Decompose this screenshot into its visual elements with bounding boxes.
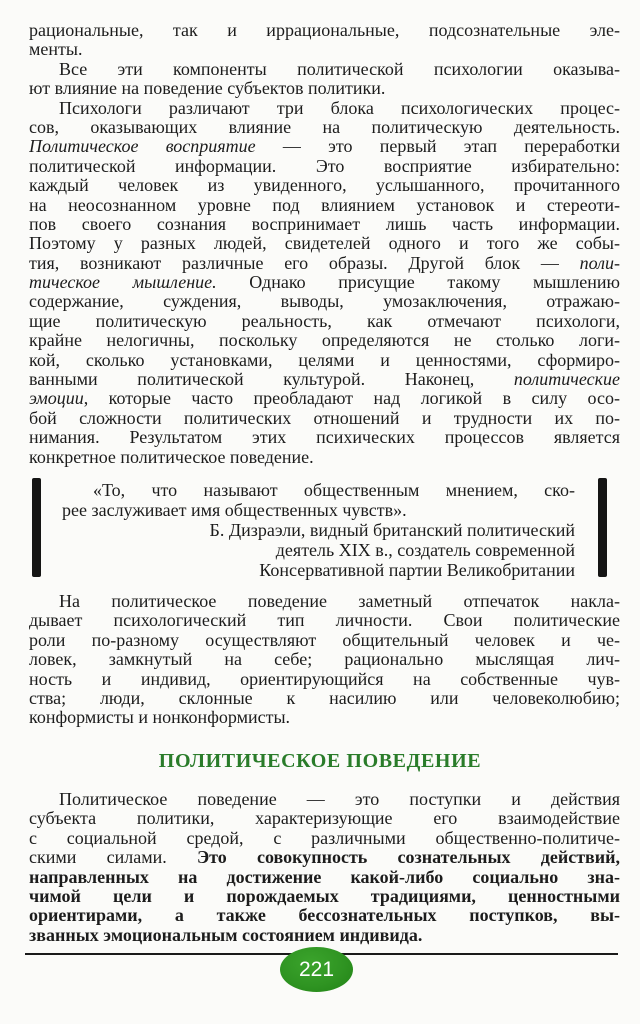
para-three-blocks: [29, 99, 620, 467]
text-line: [29, 331, 620, 350]
text-run: ловек, замкнутый на себе; рационально мыслящая лич-: [29, 650, 620, 670]
text-run: Политическое поведение — это поступки и действия: [59, 790, 620, 809]
bold-definition: Это совокупность сознательных действий,: [196, 848, 620, 868]
text-run: на неосознанном уровне под влиянием установок и стереоти-: [29, 195, 620, 215]
quote-left-bar: [32, 478, 41, 577]
text-line: [29, 312, 620, 331]
text-line: [29, 157, 620, 176]
text-run: конформисты и нонконформисты.: [29, 708, 291, 728]
text-line: [29, 409, 620, 428]
quote-block: [0, 478, 640, 578]
text-run: ют влияние на поведение субъектов политики.: [29, 79, 386, 99]
text-run: скими силами.: [29, 848, 197, 868]
text-run: крайне нелогичны, поскольку определяются не столько логи-: [29, 331, 620, 351]
text-run: сов, оказывающих влияние на политическую деятельность.: [29, 117, 620, 137]
text-line: [29, 448, 620, 467]
text-line: [29, 351, 620, 370]
text-line: [29, 234, 620, 253]
text-line: [29, 40, 620, 59]
text-line: [29, 176, 620, 195]
text-line: [29, 428, 620, 447]
text-run: Однако присущие такому мышлению: [216, 273, 620, 293]
text-run: Б. Дизраэли, видный британский политический: [209, 520, 575, 540]
text-line: [29, 99, 620, 118]
text-run: менты.: [29, 40, 83, 60]
page-number-badge: [280, 947, 353, 992]
text-run: бой сложности политических отношений и трудности их по-: [29, 408, 620, 428]
text-line: [29, 829, 620, 848]
text-run: — это первый этап переработки: [255, 137, 620, 157]
bold-definition: ориентирами, а также бессознательных поступков, вы-: [29, 906, 620, 926]
text-line: [29, 215, 620, 234]
text-run: тия, возникают различные его образы. Другой блок —: [29, 253, 580, 273]
text-run: дывает психологический тип личности. Свои политические: [29, 611, 620, 631]
text-line: [29, 21, 620, 40]
italic-term: политические: [513, 370, 620, 390]
text-run: рее заслуживает имя общественных чувств».: [62, 500, 407, 520]
para-continuation: [29, 21, 620, 60]
text-run: содержание, суждения, выводы, умозаключения, отражаю-: [29, 292, 620, 312]
italic-term: Политическое восприятие: [29, 137, 256, 157]
italic-term: эмоции: [29, 389, 84, 409]
text-run: ность и индивид, ориентирующийся на собственные чув-: [29, 669, 620, 689]
text-run: роли по-разному осуществляют общительный человек и че-: [29, 630, 620, 650]
text-run: Консервативной партии Великобритании: [259, 560, 575, 580]
text-line: [29, 868, 620, 887]
text-run: рациональные, так и иррациональные, подсознательные эле-: [29, 21, 620, 40]
text-run: пов своего сознания воспринимает лишь часть информации.: [29, 214, 620, 234]
text-line: [29, 611, 620, 630]
text-line: [29, 292, 620, 311]
text-line: [29, 592, 620, 611]
page-number: 221: [298, 958, 335, 981]
text-line: [62, 521, 575, 541]
text-line: [29, 273, 620, 292]
text-line: [29, 809, 620, 828]
text-line: [29, 926, 620, 945]
text-run: нимания. Результатом этих психических процессов является: [29, 428, 620, 448]
text-run: щие политическую реальность, как отмечают психологи,: [29, 311, 620, 331]
text-run: с социальной средой, с различными общественно-политиче-: [29, 828, 620, 848]
text-line: [29, 670, 620, 689]
section-heading: ПОЛИТИЧЕСКОЕ ПОВЕДЕНИЕ: [158, 750, 482, 772]
text-line: [62, 481, 575, 501]
bold-definition: чимой цели и порождаемых традициями, ценностными: [29, 886, 620, 906]
text-run: , которые часто преобладают над логикой в силу осо-: [83, 389, 620, 409]
text-line: [29, 118, 620, 137]
paragraph-personality: [29, 592, 620, 728]
text-line: [29, 906, 620, 925]
text-run: деятель XIX в., создатель современной: [275, 540, 575, 560]
text-run: ванными политической культурой. Наконец,: [29, 370, 514, 390]
text-line: [29, 887, 620, 906]
text-run: На политическое поведение заметный отпечаток накла-: [59, 592, 620, 611]
text-line: [29, 60, 620, 79]
text-run: конкретное политическое поведение.: [29, 447, 314, 467]
italic-term: поли-: [579, 253, 620, 273]
text-run: субъекта политики, характеризующие его взаимодействие: [29, 809, 620, 829]
text-line: [29, 848, 620, 867]
text-line: [29, 389, 620, 408]
text-line: [29, 631, 620, 650]
para-components: [29, 60, 620, 99]
text-line: [62, 541, 575, 561]
text-column-top: [29, 21, 620, 467]
text-line: [29, 689, 620, 708]
text-line: [29, 254, 620, 273]
text-line: [29, 790, 620, 809]
quote-right-bar: [598, 478, 607, 577]
text-run: «То, что называют общественным мнением, ско-: [93, 481, 575, 500]
text-line: [29, 137, 620, 156]
text-line: [29, 79, 620, 98]
text-run: Психологи различают три блока психологических процес-: [59, 98, 620, 118]
text-line: [29, 650, 620, 669]
text-run: ства; люди, склонные к насилию или человеколюбию;: [29, 688, 620, 708]
text-line: [62, 501, 575, 521]
text-run: каждый человек из увиденного, услышанного, прочитанного: [29, 176, 620, 196]
bold-definition: званных эмоциональным состоянием индивида.: [29, 925, 423, 945]
text-run: Все эти компоненты политической психологии оказыва-: [59, 59, 620, 79]
quote-text: [62, 481, 575, 580]
text-run: Поэтому у разных людей, свидетелей одного и того же собы-: [29, 234, 620, 254]
text-line: [29, 370, 620, 389]
text-run: кой, сколько установками, целями и ценностями, сформиро-: [29, 350, 620, 370]
paragraph-political-behavior: [29, 790, 620, 945]
text-line: [29, 196, 620, 215]
text-run: политической информации. Это восприятие избирательно:: [29, 156, 620, 176]
text-line: [62, 561, 575, 581]
text-line: [29, 708, 620, 727]
italic-term: тическое мышление.: [29, 273, 217, 293]
bold-definition: направленных на достижение какой-либо социально зна-: [29, 867, 620, 887]
